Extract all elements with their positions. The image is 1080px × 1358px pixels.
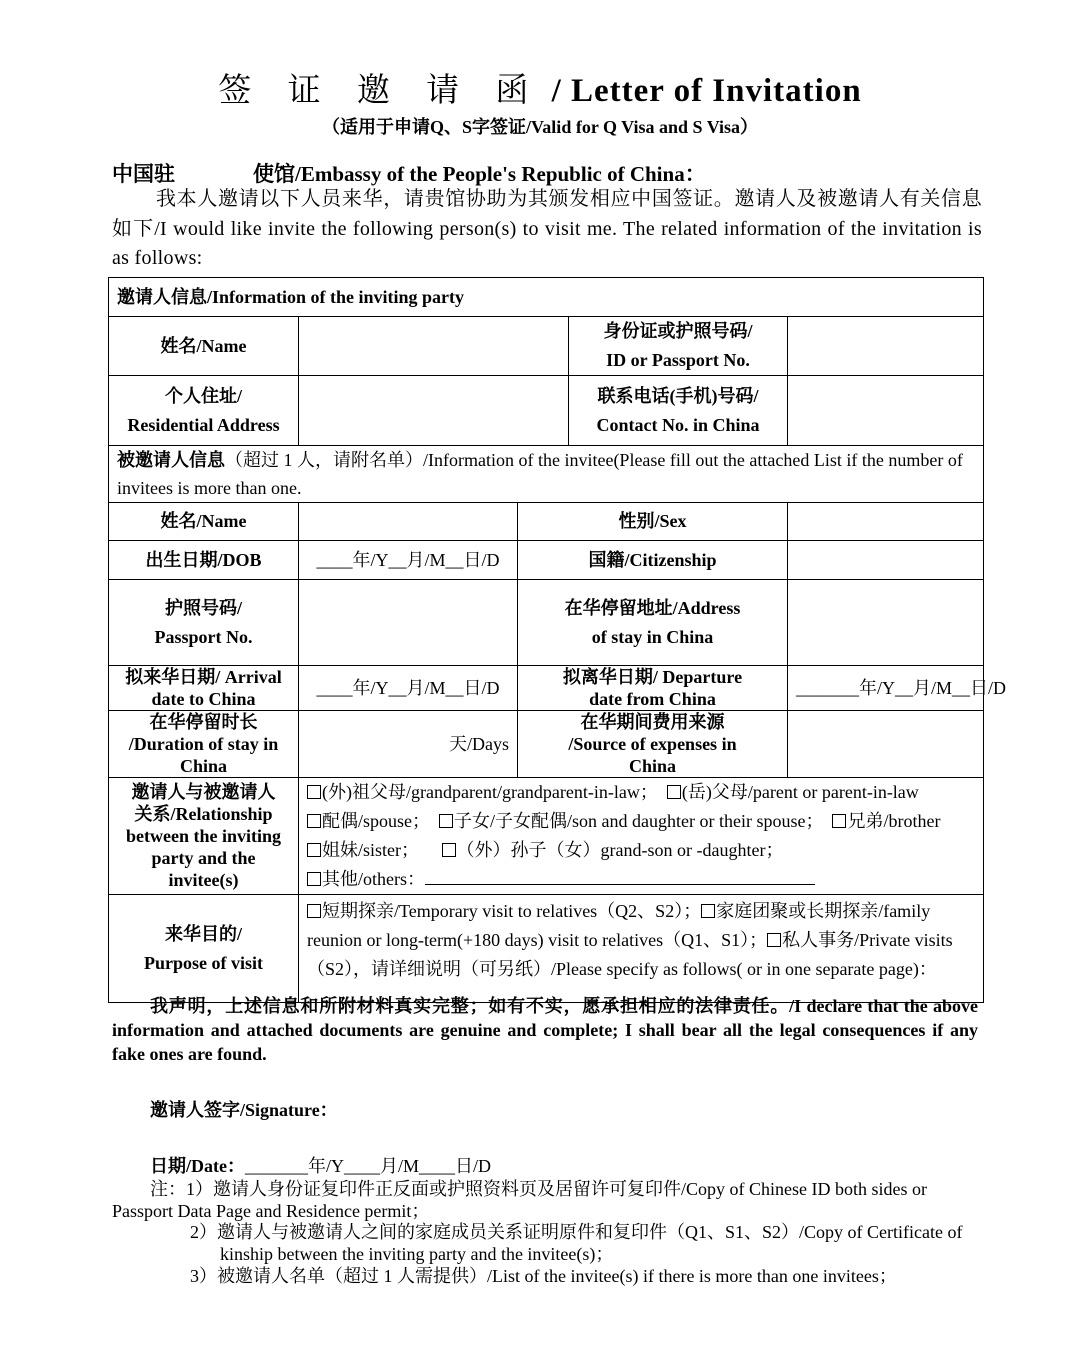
invitee-sex-field[interactable] bbox=[788, 503, 984, 541]
expenses-field[interactable] bbox=[788, 711, 984, 778]
document-title bbox=[0, 64, 1080, 111]
invitee-name-field[interactable] bbox=[299, 503, 518, 541]
date-value[interactable]: _______年/Y____月/M____日/D bbox=[244, 1156, 491, 1176]
relationship-label bbox=[109, 778, 299, 895]
invitee-passport-label-zh: 护照号码/ bbox=[164, 597, 242, 618]
option-parent: (岳)父母/parent or parent-in-law bbox=[681, 782, 919, 802]
invitee-header-rest: （超过 1 人，请附名单）/Information of the invitee(Please fill out the attached List if the number of invitees is more than one. bbox=[117, 450, 963, 498]
relationship-label-5: invitee(s) bbox=[168, 870, 239, 890]
salutation-right: 使馆/Embassy of the People's Republic of China： bbox=[253, 162, 706, 186]
departure-date-label bbox=[518, 666, 788, 711]
inviter-id-field[interactable] bbox=[788, 317, 984, 376]
checkbox-family-reunion[interactable] bbox=[701, 904, 715, 918]
inviter-phone-label-zh: 联系电话(手机)号码/ bbox=[597, 385, 759, 406]
arrival-date-field[interactable]: ____年/Y__月/M__日/D bbox=[299, 666, 518, 711]
arrival-date-label bbox=[109, 666, 299, 711]
note-2: 2）邀请人与被邀请人之间的家庭成员关系证明原件和复印件（Q1、S1、S2）/Copy of Certificate of kinship between the inviting party and the invitee(s)； bbox=[190, 1222, 963, 1264]
duration-label-2: /Duration of stay in bbox=[128, 734, 279, 754]
duration-label-3: China bbox=[179, 756, 228, 776]
checkbox-private-visit[interactable] bbox=[767, 933, 781, 947]
inviter-name-field[interactable] bbox=[299, 317, 569, 376]
option-brother: 兄弟/brother bbox=[847, 811, 941, 831]
invitee-stay-address-label-zh: 在华停留地址/Address bbox=[564, 597, 741, 618]
checkbox-sister[interactable] bbox=[307, 843, 321, 857]
relationship-row-2 bbox=[307, 807, 975, 836]
relationship-row-1 bbox=[307, 778, 975, 807]
invitee-citizenship-field[interactable] bbox=[788, 541, 984, 580]
relationship-label-3: between the inviting bbox=[126, 826, 281, 846]
inviter-phone-label-en: Contact No. in China bbox=[596, 414, 760, 435]
inviter-address-label-zh: 个人住址/ bbox=[164, 385, 242, 406]
duration-label-1: 在华停留时长 bbox=[149, 712, 258, 732]
title-en: Letter of Invitation bbox=[570, 73, 862, 109]
others-blank-line[interactable] bbox=[425, 884, 815, 885]
checkbox-brother[interactable] bbox=[832, 814, 846, 828]
checkbox-grandchild[interactable] bbox=[442, 843, 456, 857]
relationship-label-4: party and the bbox=[151, 848, 256, 868]
invitee-citizenship-label: 国籍/Citizenship bbox=[518, 541, 788, 580]
option-family-reunion: 家庭团聚或长期探亲/family reunion or long-term(+180 days) visit to relatives（Q1、S1）； bbox=[307, 901, 931, 950]
invitee-dob-field[interactable]: ____年/Y__月/M__日/D bbox=[299, 541, 518, 580]
inviter-id-label bbox=[569, 317, 788, 376]
inviter-id-label-zh: 身份证或护照号码/ bbox=[603, 321, 753, 341]
arrival-date-label-1: 拟来华日期/ Arrival bbox=[125, 667, 282, 687]
invitee-dob-label: 出生日期/DOB bbox=[109, 541, 299, 580]
checkbox-child[interactable] bbox=[439, 814, 453, 828]
inviter-name-label: 姓名/Name bbox=[109, 317, 299, 376]
invitee-name-label: 姓名/Name bbox=[109, 503, 299, 541]
duration-field[interactable]: 天/Days bbox=[299, 711, 518, 778]
note-3: 3）被邀请人名单（超过 1 人需提供）/List of the invitee(s) if there is more than one invitees； bbox=[190, 1266, 897, 1286]
invitee-header-bold: 被邀请人信息 bbox=[117, 450, 225, 470]
date-field bbox=[150, 1152, 491, 1178]
invitee-passport-field[interactable] bbox=[299, 580, 518, 666]
title-separator: / bbox=[551, 73, 562, 109]
purpose-label-en: Purpose of visit bbox=[144, 952, 263, 973]
expenses-label-1: 在华期间费用来源 bbox=[580, 712, 725, 732]
relationship-options bbox=[299, 778, 984, 895]
checkbox-others[interactable] bbox=[307, 872, 321, 886]
signature-label: 邀请人签字/Signature： bbox=[150, 1100, 338, 1120]
option-spouse: 配偶/spouse； bbox=[322, 811, 430, 831]
departure-date-label-2: date from China bbox=[589, 689, 716, 709]
checkbox-parent[interactable] bbox=[667, 785, 681, 799]
invitee-passport-label bbox=[109, 580, 299, 666]
date-label: 日期/Date： bbox=[150, 1156, 245, 1176]
checkbox-grandparent[interactable] bbox=[307, 785, 321, 799]
inviter-id-label-en: ID or Passport No. bbox=[606, 350, 750, 370]
option-child: 子女/子女配偶/son and daughter or their spouse； bbox=[454, 811, 824, 831]
inviter-phone-field[interactable] bbox=[788, 376, 984, 446]
option-private-visit: 私人事务/Private visits（S2），请详细说明（可另纸）/Please specify as follows( or in one separate page)： bbox=[307, 930, 953, 979]
invitation-form-table bbox=[108, 277, 1007, 1003]
invitee-stay-address-field[interactable] bbox=[788, 580, 984, 666]
departure-date-field[interactable]: _______年/Y__月/M__日/D bbox=[788, 666, 984, 711]
relationship-label-2: 关系/Relationship bbox=[134, 804, 273, 824]
relationship-row-3 bbox=[307, 836, 975, 865]
option-sister: 姐妹/sister； bbox=[322, 840, 419, 860]
inviter-phone-label bbox=[569, 376, 788, 446]
option-grandchild: （外）孙子（女）grand-son or -daughter； bbox=[456, 840, 784, 860]
option-temporary-visit: 短期探亲/Temporary visit to relatives（Q2、S2）； bbox=[322, 901, 702, 921]
purpose-label bbox=[109, 895, 299, 1003]
invitee-stay-address-label-en: of stay in China bbox=[591, 626, 714, 647]
inviter-address-label-en: Residential Address bbox=[127, 414, 280, 435]
relationship-row-4 bbox=[307, 865, 975, 894]
option-others: 其他/others： bbox=[322, 869, 425, 889]
option-grandparent: (外)祖父母/grandparent/grandparent-in-law； bbox=[322, 782, 658, 802]
invitee-sex-label: 性别/Sex bbox=[518, 503, 788, 541]
title-zh: 签 证 邀 请 函 bbox=[218, 73, 543, 109]
relationship-label-1: 邀请人与被邀请人 bbox=[131, 782, 276, 802]
inviting-party-header: 邀请人信息/Information of the inviting party bbox=[109, 278, 984, 317]
note-1: 注：1）邀请人身份证复印件正反面或护照资料页及居留许可复印件/Copy of Chinese ID both sides or Passport Data Page and Residence permit； bbox=[112, 1179, 927, 1221]
expenses-label-3: China bbox=[628, 756, 677, 776]
intro-paragraph: 我本人邀请以下人员来华，请贵馆协助为其颁发相应中国签证。邀请人及被邀请人有关信息如下/I would like invite the following person(s) to visit me. The related information of the invitation is as follows: bbox=[112, 188, 982, 269]
inviter-address-label bbox=[109, 376, 299, 446]
salutation-left: 中国驻 bbox=[112, 162, 175, 186]
expenses-label-2: /Source of expenses in bbox=[568, 734, 737, 754]
purpose-options bbox=[299, 895, 984, 1003]
expenses-label bbox=[518, 711, 788, 778]
salutation bbox=[112, 158, 706, 188]
checkbox-spouse[interactable] bbox=[307, 814, 321, 828]
invitee-header bbox=[109, 446, 984, 503]
invitee-passport-label-en: Passport No. bbox=[154, 626, 253, 647]
inviter-address-field[interactable] bbox=[299, 376, 569, 446]
duration-label bbox=[109, 711, 299, 778]
departure-date-label-1: 拟离华日期/ Departure bbox=[562, 667, 743, 687]
purpose-label-zh: 来华目的/ bbox=[164, 923, 242, 944]
document-subtitle: （适用于申请Q、S字签证/Valid for Q Visa and S Visa） bbox=[321, 117, 759, 137]
checkbox-temporary-visit[interactable] bbox=[307, 904, 321, 918]
invitee-stay-address-label bbox=[518, 580, 788, 666]
declaration: 我声明，上述信息和所附材料真实完整；如有不实，愿承担相应的法律责任。/I declare that the above information and attached documents are genuine and complete; I shall bear all the legal consequences if any fake ones are found. bbox=[112, 996, 978, 1064]
arrival-date-label-2: date to China bbox=[151, 689, 256, 709]
